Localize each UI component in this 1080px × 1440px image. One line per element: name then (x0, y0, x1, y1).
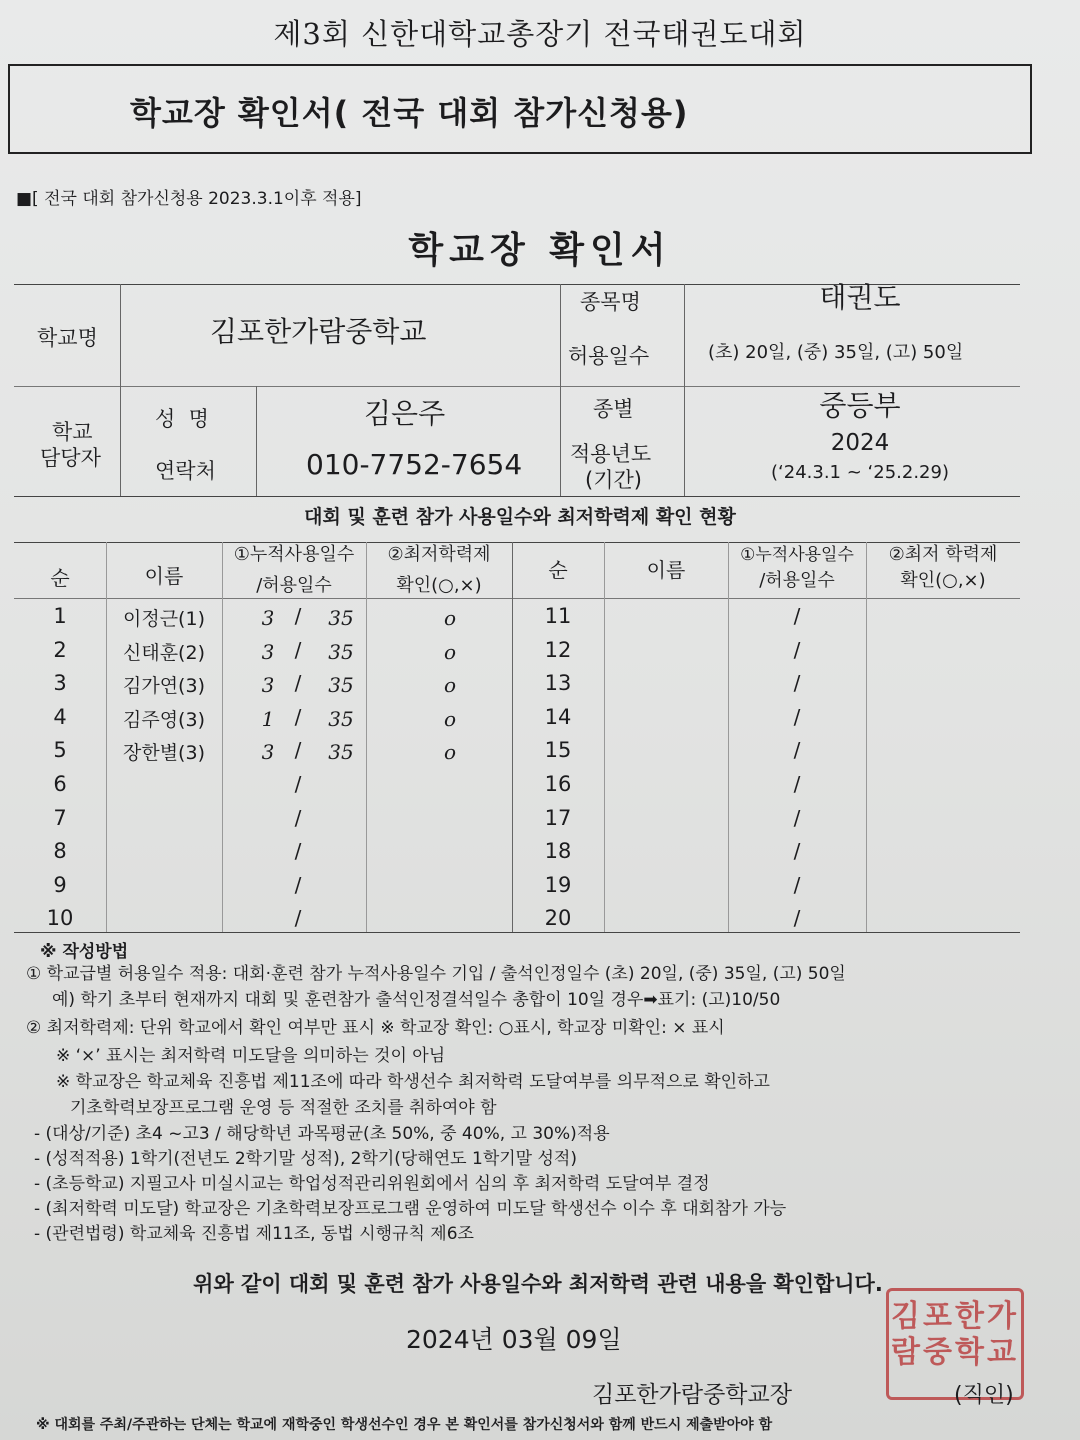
row-number: 19 (544, 873, 572, 897)
confirm-date: 2024년 03월 09일 (406, 1325, 622, 1354)
row-used-days: 3 (261, 673, 275, 697)
row-slash: / (793, 806, 801, 830)
contact-value: 010-7752-7654 (306, 448, 523, 481)
row-number: 9 (53, 873, 67, 897)
row-check: o (443, 606, 457, 630)
name-label: 성 명 (155, 407, 209, 431)
contact-label: 연락처 (155, 459, 216, 483)
row-number: 16 (544, 772, 572, 796)
row-used-days: 3 (261, 640, 275, 664)
year-value: 2024 (830, 430, 890, 456)
row-number: 1 (53, 604, 67, 628)
col-name-left: 이름 (144, 564, 184, 588)
instr-line10: - (최저학력 미도달) 학교장은 기초학력보장프로그램 운영하여 미도달 학생선수 이수 후 대회참가 가능 (34, 1199, 787, 1219)
row-used-days: 3 (261, 740, 275, 764)
row-used-days: 3 (261, 606, 275, 630)
col-days-left-2: /허용일수 (256, 575, 332, 596)
col-days-right-1: ①누적사용일수 (740, 545, 854, 565)
info-vline-4 (684, 284, 685, 496)
col-min-right-2: 확인(○,×) (900, 570, 986, 591)
row-number: 7 (53, 806, 67, 830)
row-slash: / (793, 671, 801, 695)
row-name: 김주영(3) (123, 709, 205, 731)
table-vline-2 (222, 542, 223, 932)
info-vline-2 (256, 386, 257, 496)
row-check: o (443, 707, 457, 731)
row-slash: / (294, 738, 302, 762)
row-allowed-days: 35 (328, 640, 354, 664)
table-vline-3 (366, 542, 367, 932)
row-slash: / (793, 638, 801, 662)
row-number: 12 (544, 638, 572, 662)
row-slash: / (294, 705, 302, 729)
table-vline-7 (866, 542, 867, 932)
col-min-right-1: ②최저 학력제 (888, 544, 998, 565)
row-number: 17 (544, 806, 572, 830)
info-vline-1 (120, 284, 121, 496)
row-number: 20 (544, 906, 572, 930)
instr-heading: ※ 작성방법 (40, 942, 129, 962)
row-slash: / (294, 873, 302, 897)
row-slash: / (793, 772, 801, 796)
instr-line7: - (대상/기준) 초4 ~고3 / 해당학년 과목평균(초 50%, 중 40%, 고 30%)적용 (34, 1124, 610, 1144)
instr-line11: - (관련법령) 학교체육 진흥법 제11조, 동법 시행규칙 제6조 (34, 1224, 474, 1244)
row-check: o (443, 640, 457, 664)
seal-suffix: (직인) (954, 1383, 1014, 1408)
row-number: 6 (53, 772, 67, 796)
row-slash: / (294, 839, 302, 863)
row-allowed-days: 35 (328, 673, 354, 697)
table-border-bottom (14, 932, 1020, 933)
instr-line6: 기초학력보장프로그램 운영 등 적절한 조치를 취하여야 함 (70, 1098, 497, 1118)
event-value: 태권도 (819, 281, 901, 314)
row-check: o (443, 673, 457, 697)
row-name: 장한별(3) (123, 742, 205, 764)
table-section-title: 대회 및 훈련 참가 사용일수와 최저학력제 확인 현황 (304, 506, 736, 528)
col-min-left-2: 확인(○,×) (396, 575, 482, 596)
row-name: 김가연(3) (123, 675, 205, 697)
row-number: 4 (53, 705, 67, 729)
col-min-left-1: ②최저학력제 (387, 544, 491, 565)
year-label-2: (기간) (585, 468, 642, 492)
instr-line5: ※ 학교장은 학교체육 진흥법 제11조에 따라 학생선수 최저학력 도달여부를 의무적으로 확인하고 (56, 1072, 770, 1092)
school-value: 김포한가람중학교 (210, 315, 427, 348)
col-name-right: 이름 (646, 558, 686, 582)
seal-line-2: 람중학교 (891, 1335, 1019, 1370)
row-number: 14 (544, 705, 572, 729)
division-value: 중등부 (819, 389, 901, 422)
table-vline-5 (604, 542, 605, 932)
table-header-line (14, 598, 1020, 599)
confirm-statement: 위와 같이 대회 및 훈련 참가 사용일수와 최저학력 관련 내용을 확인합니다. (193, 1272, 883, 1296)
row-slash: / (294, 671, 302, 695)
signer: 김포한가람중학교장 (592, 1382, 792, 1408)
allowed-value: (초) 20일, (중) 35일, (고) 50일 (708, 342, 964, 363)
row-slash: / (793, 873, 801, 897)
row-number: 10 (46, 906, 74, 930)
row-slash: / (294, 906, 302, 930)
row-number: 18 (544, 839, 572, 863)
col-days-right-2: /허용일수 (759, 570, 835, 591)
instr-line4: ※ ‘×’ 표시는 최저학력 미도달을 의미하는 것이 아님 (56, 1046, 446, 1066)
row-allowed-days: 35 (328, 740, 354, 764)
instr-line3: ② 최저학력제: 단위 학교에서 확인 여부만 표시 ※ 학교장 확인: ○표시, 학교장 미확인: × 표시 (26, 1018, 725, 1038)
seal-line-1: 김포한가 (891, 1299, 1019, 1334)
year-period: (‘24.3.1 ~ ‘25.2.29) (771, 462, 949, 483)
footer-note: ※ 대회를 주최/주관하는 단체는 학교에 재학중인 학생선수인 경우 본 확인서를 참가신청서와 함께 반드시 제출받아야 함 (36, 1417, 773, 1433)
allowed-label: 허용일수 (568, 344, 650, 368)
row-slash: / (294, 772, 302, 796)
row-slash: / (793, 705, 801, 729)
instr-line1: ① 학교급별 허용일수 적용: 대회·훈련 참가 누적사용일수 기입 / 출석인정일수 (초) 20일, (중) 35일, (고) 50일 (26, 964, 846, 984)
row-slash: / (294, 638, 302, 662)
col-order-right: 순 (548, 558, 568, 582)
row-allowed-days: 35 (328, 707, 354, 731)
row-slash: / (294, 604, 302, 628)
school-label: 학교명 (37, 326, 98, 350)
row-slash: / (793, 738, 801, 762)
row-number: 2 (53, 638, 67, 662)
col-days-left-1: ①누적사용일수 (233, 544, 355, 565)
info-vline-3 (560, 284, 561, 496)
row-check: o (443, 740, 457, 764)
manager-label-2: 담당자 (40, 446, 101, 470)
row-slash: / (793, 604, 801, 628)
row-number: 3 (53, 671, 67, 695)
col-order-left: 순 (50, 566, 70, 590)
row-number: 15 (544, 738, 572, 762)
row-number: 11 (544, 604, 572, 628)
instr-line8: - (성적적용) 1학기(전년도 2학기말 성적), 2학기(당해연도 1학기말 성적) (34, 1149, 577, 1169)
apply-note: ■[ 전국 대회 참가신청용 2023.3.1이후 적용] (16, 189, 362, 209)
row-allowed-days: 35 (328, 606, 354, 630)
row-number: 5 (53, 738, 67, 762)
info-border-bottom (14, 496, 1020, 497)
row-slash: / (294, 806, 302, 830)
row-used-days: 1 (261, 707, 275, 731)
year-label-1: 적용년도 (570, 442, 652, 466)
instr-line9: - (초등학교) 지필고사 미실시교는 학업성적관리위원회에서 심의 후 최저학력 도달여부 결정 (34, 1174, 710, 1194)
row-number: 8 (53, 839, 67, 863)
manager-label-1: 학교 (52, 420, 93, 444)
row-name: 신태훈(2) (123, 642, 205, 664)
row-slash: / (793, 839, 801, 863)
table-vline-1 (106, 542, 107, 932)
name-value: 김은주 (364, 397, 446, 430)
box-title: 학교장 확인서( 전국 대회 참가신청용) (130, 94, 689, 132)
row-slash: / (793, 906, 801, 930)
event-title: 제3회 신한대학교총장기 전국태권도대회 (273, 17, 807, 51)
division-label: 종별 (593, 397, 634, 421)
event-label: 종목명 (580, 290, 641, 314)
row-number: 13 (544, 671, 572, 695)
doc-title: 학교장 확인서 (408, 230, 672, 271)
row-name: 이정근(1) (123, 608, 205, 630)
instr-line2: 예) 학기 초부터 현재까지 대회 및 훈련참가 출석인정결석일수 총합이 10일 경우➡표기: (고)10/50 (52, 990, 781, 1010)
